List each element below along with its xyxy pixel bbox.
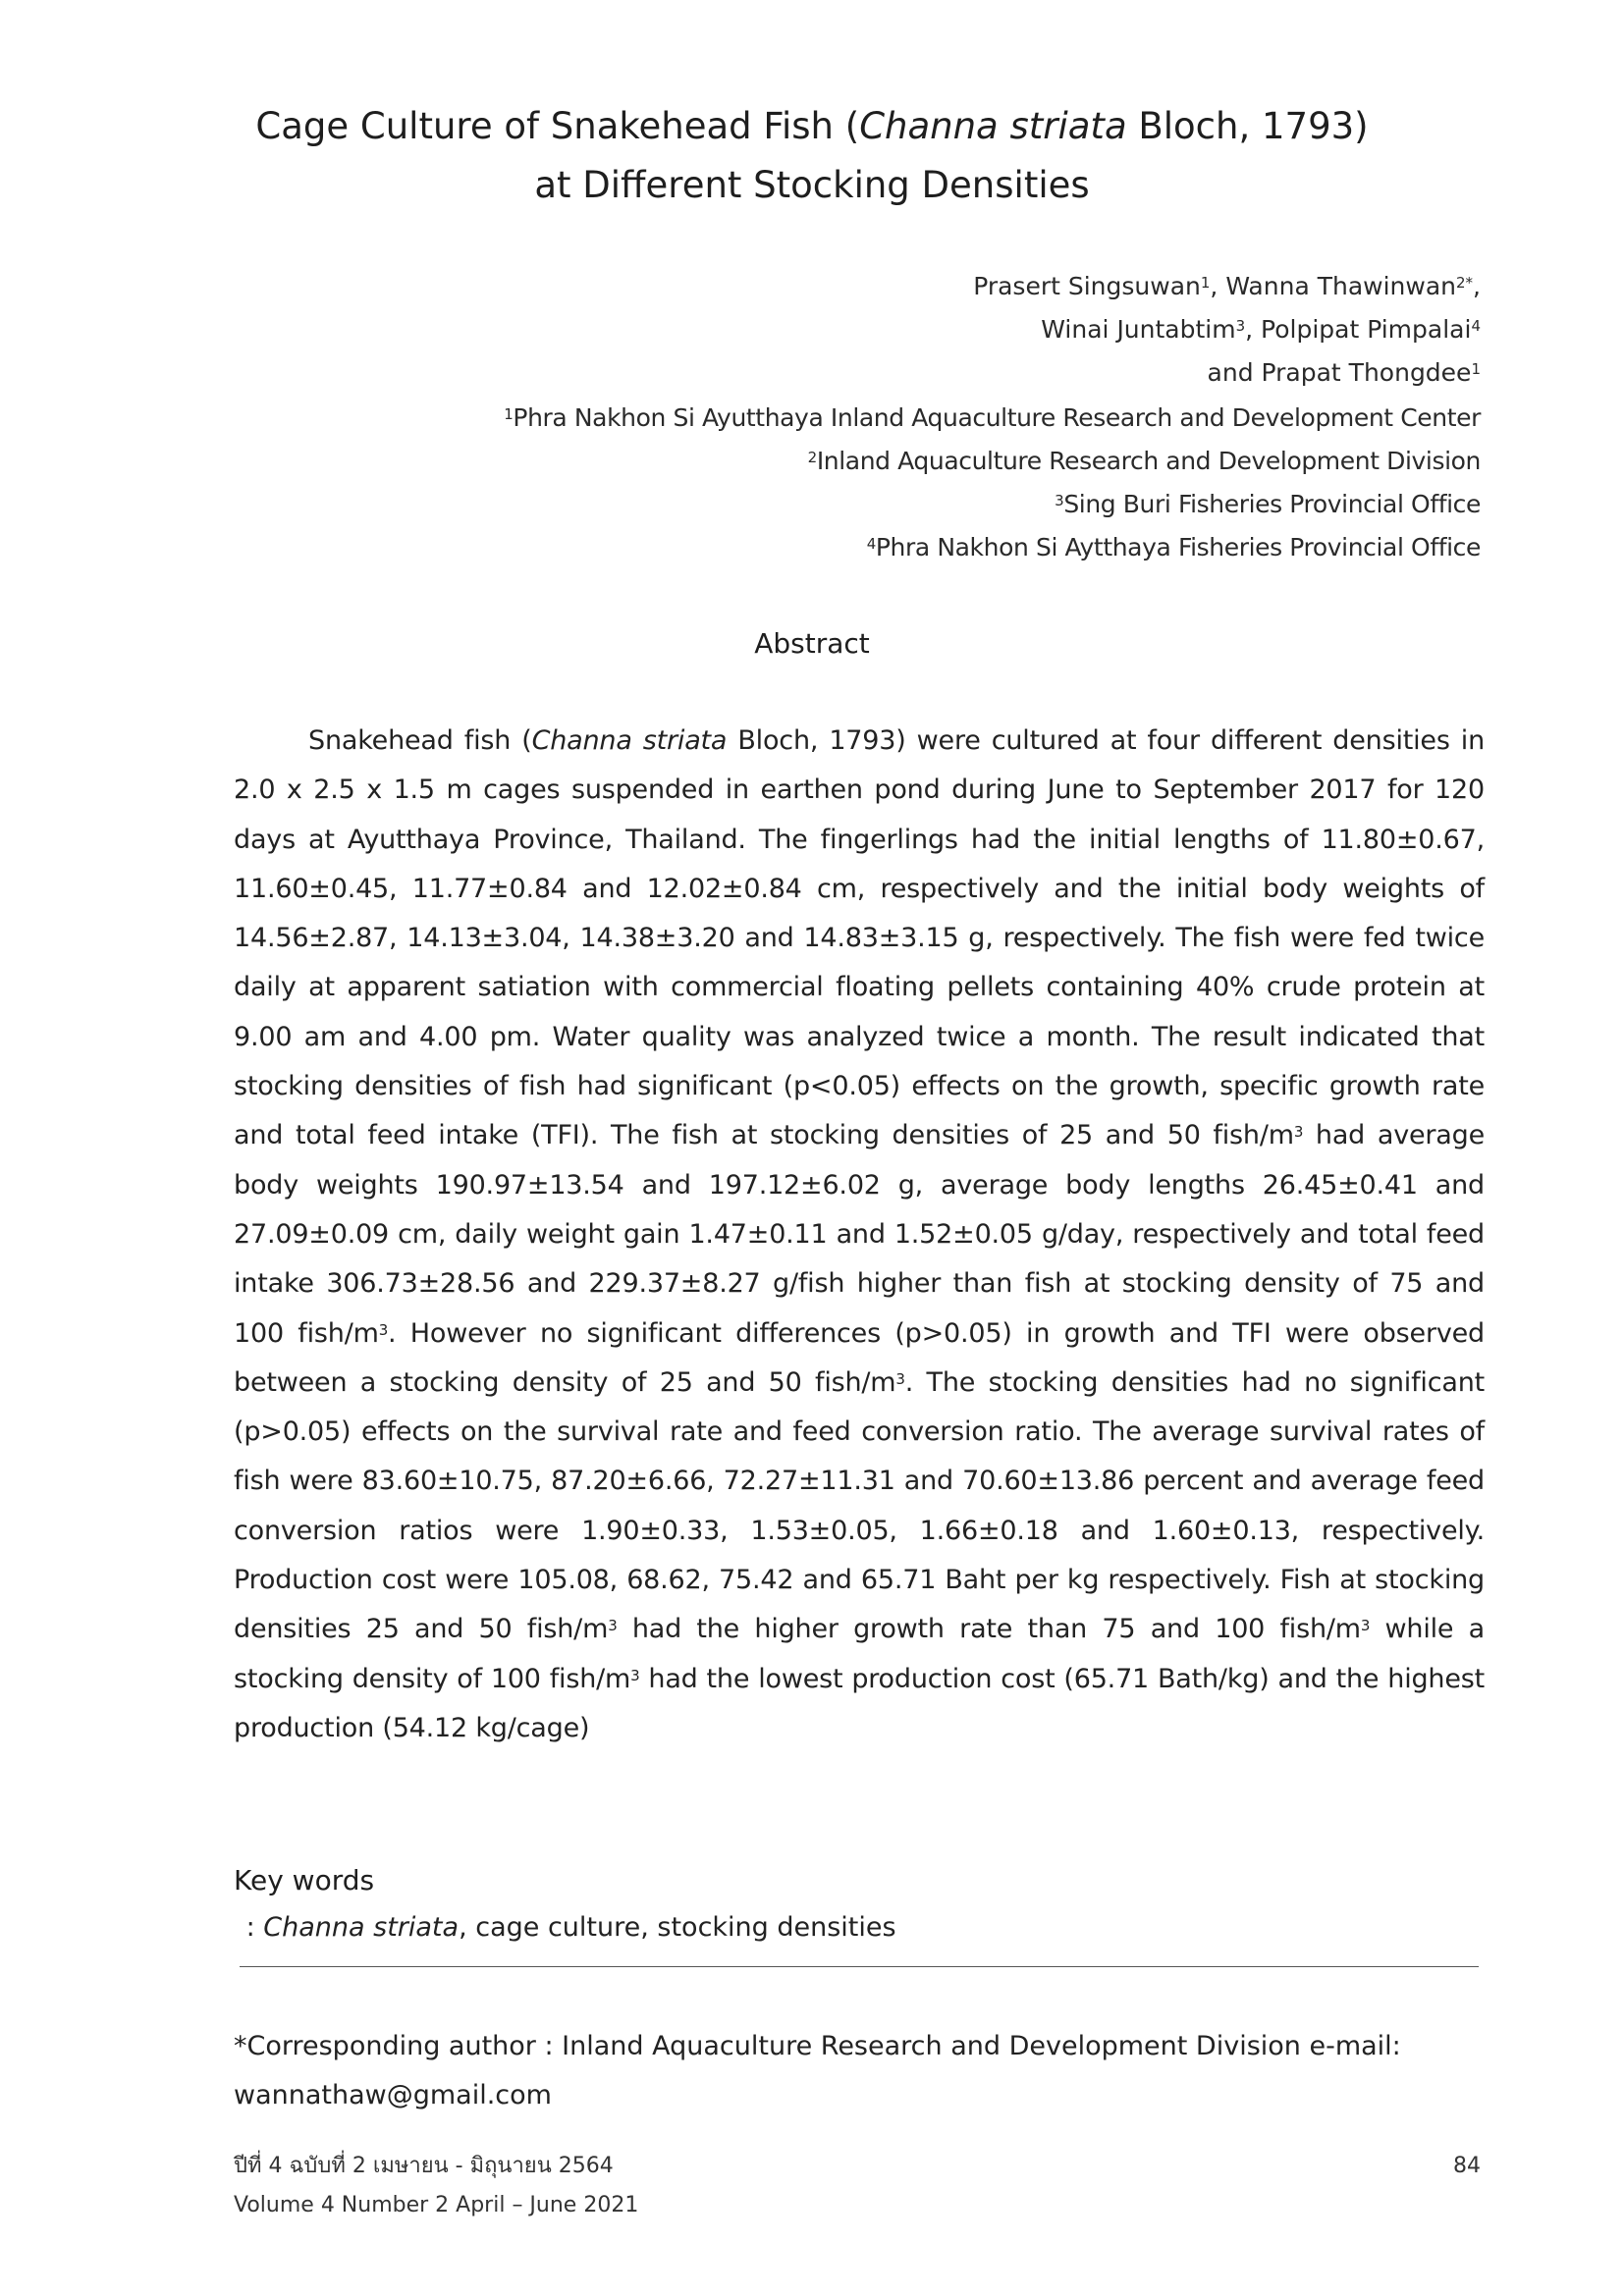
footnote-divider — [240, 1966, 1479, 1967]
affiliation-text: Sing Buri Fisheries Provincial Office — [1063, 490, 1481, 518]
author-block — [973, 265, 1481, 395]
abstract-text: . However no significant differences (p>0.05) in growth and TFI were observed between a stocking density of 25 and 50 fish/m — [234, 1317, 1485, 1398]
corresponding-author-note: *Corresponding author : Inland Aquaculture Research and Development Division e-mail: wannathaw@gmail.com — [234, 2031, 1401, 2110]
affiliation-4 — [504, 526, 1481, 569]
abstract-text: Snakehead fish ( — [308, 725, 532, 756]
abstract-text: had the lowest production cost (65.71 Bath/kg) and the highest production (54.12 kg/cage) — [234, 1663, 1486, 1743]
affiliation-sup: 4 — [866, 535, 876, 553]
abstract-heading: Abstract — [754, 627, 870, 660]
keywords-text: , cage culture, stocking densities — [459, 1912, 896, 1943]
superscript: 3 — [1360, 1617, 1371, 1635]
author-sup: 1 — [1471, 360, 1481, 378]
abstract-text: while a stocking density of 100 fish/m — [234, 1614, 1486, 1694]
affiliation-sup: 3 — [1055, 492, 1064, 509]
title-text-end: Bloch, 1793) — [1126, 105, 1369, 147]
paper-title-line-2: at Different Stocking Densities — [534, 164, 1090, 206]
keywords-list — [238, 1908, 896, 1948]
author-line-2 — [973, 308, 1481, 351]
affiliation-text: Phra Nakhon Si Aytthaya Fisheries Provincial Office — [875, 533, 1481, 561]
abstract-text: had average body weights 190.97±13.54 and 197.12±6.02 g, average body lengths 26.45±0.41 and 27.09±0.09 cm, daily weight gain 1.47±0.11 and 1.52±0.05 g/day, respectively and total feed intake 306.73±28.56 and 229.37±8.27 g/fish higher than fish at stocking density of 75 and 100 fish/m — [234, 1120, 1485, 1349]
superscript: 3 — [1293, 1123, 1304, 1142]
footer-english-issue: Volume 4 Number 2 April – June 2021 — [234, 2193, 639, 2217]
superscript: 3 — [378, 1320, 389, 1339]
keyword-species-italic: Channa striata — [263, 1912, 460, 1943]
title-species-italic: Channa striata — [859, 105, 1127, 147]
affiliation-3 — [504, 483, 1481, 526]
page-number: 84 — [1453, 2154, 1481, 2178]
abstract-text: . The stocking densities had no significant (p>0.05) effects on the survival rate and feed conversion ratio. The average survival rates of fish were 83.60±10.75, 87.20±6.66, 72.27±11.31 and 70.60±13.86 percent and average feed conversion ratios were 1.90±0.33, 1.53±0.05, 1.66±0.18 and 1.60±0.13, respectively. Production cost were 105.08, 68.62, 75.42 and 65.71 Baht per kg respectively. Fish at stocking densities 25 and 50 fish/m — [234, 1366, 1486, 1645]
affiliation-text: Inland Aquaculture Research and Development Division — [816, 447, 1481, 475]
author-name: Prasert Singsuwan — [973, 272, 1201, 300]
author-sup: 4 — [1471, 317, 1481, 335]
abstract-species-italic: Channa striata — [531, 725, 728, 756]
abstract-text: Bloch, 1793) were cultured at four different densities in 2.0 x 2.5 x 1.5 m cages suspended in earthen pond during June to September 2017 for 120 days at Ayutthaya Province, Thailand. The fingerlings had the initial lengths of 11.80±0.67, 11.60±0.45, 11.77±0.84 and 12.02±0.84 cm, respectively and the initial body weights of 14.56±2.87, 14.13±3.04, 14.38±3.20 and 14.83±3.15 g, respectively. The fish were fed twice daily at apparent satiation with commercial floating pellets containing 40% crude protein at 9.00 am and 4.00 pm. Water quality was analyzed twice a month. The result indicated that stocking densities of fish had significant (p<0.05) effects on the growth, specific growth rate and total feed intake (TFI). The fish at stocking densities of 25 and 50 fish/m — [234, 725, 1485, 1151]
affiliation-block — [504, 397, 1481, 569]
author-line-1 — [973, 265, 1481, 308]
abstract-text: had the higher growth rate than 75 and 100 fish/m — [617, 1614, 1361, 1645]
author-name: Winai Juntabtim — [1041, 315, 1236, 344]
affiliation-1 — [504, 397, 1481, 440]
abstract-body — [234, 717, 1485, 1753]
superscript: 3 — [608, 1617, 618, 1635]
keywords-heading: Key words — [234, 1864, 375, 1896]
footer-thai-issue: ปีที่ 4 ฉบับที่ 2 เมษายน - มิถุนายน 2564 — [234, 2154, 614, 2178]
affiliation-2 — [504, 440, 1481, 483]
author-sup: 3 — [1235, 317, 1246, 335]
author-name: , Polpipat Pimpalai — [1245, 315, 1472, 344]
superscript: 3 — [630, 1666, 640, 1684]
author-separator: , — [1473, 272, 1481, 300]
author-name: and Prapat Thongdee — [1207, 358, 1472, 387]
author-sup: 1 — [1200, 274, 1211, 292]
affiliation-text: Phra Nakhon Si Ayutthaya Inland Aquaculture Research and Development Center — [513, 403, 1481, 432]
superscript: 3 — [895, 1369, 905, 1388]
paper-title-line-1 — [0, 100, 1624, 153]
affiliation-sup: 1 — [504, 405, 514, 423]
author-sup: 2* — [1456, 274, 1474, 292]
author-name: , Wanna Thawinwan — [1210, 272, 1456, 300]
affiliation-sup: 2 — [807, 449, 817, 466]
title-text: Cage Culture of Snakehead Fish ( — [255, 105, 860, 147]
keywords-prefix: : — [238, 1912, 264, 1943]
author-line-3 — [973, 351, 1481, 395]
